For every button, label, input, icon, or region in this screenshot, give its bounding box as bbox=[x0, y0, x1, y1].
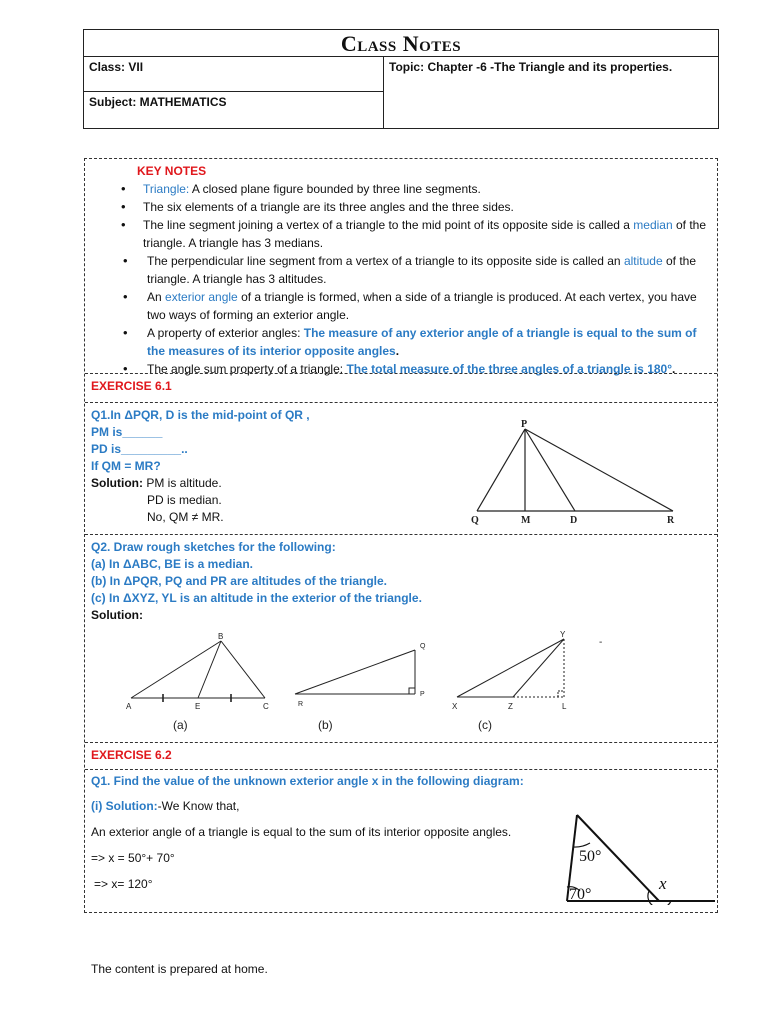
label-m: M bbox=[521, 515, 531, 526]
q1-line: Q1.In ΔPQR, D is the mid-point of QR , bbox=[91, 408, 310, 422]
list-item: • The angle sum property of a triangle: The total measure of the three angles of a triangle is 180°. bbox=[91, 360, 711, 378]
angle-x: x bbox=[659, 874, 667, 893]
triangle-pqr-figure bbox=[465, 417, 695, 527]
page-title: Class Notes bbox=[84, 30, 718, 57]
question: Q1. Find the value of the unknown exterior angle x in the following diagram: bbox=[91, 774, 524, 788]
divider bbox=[85, 402, 717, 403]
rule-text: An exterior angle of a triangle is equal to the sum of its interior opposite angles. bbox=[91, 825, 512, 839]
step-2: => x= 120° bbox=[94, 877, 153, 891]
label-p: P bbox=[521, 419, 528, 430]
list-item: • Triangle: A closed plane figure bounded by three line segments. bbox=[91, 180, 711, 198]
key-notes-heading: KEY NOTES bbox=[137, 164, 207, 178]
class-cell: Class: VII bbox=[84, 57, 384, 92]
solution-lead: (i) Solution: bbox=[91, 799, 158, 813]
side-pq bbox=[477, 429, 525, 511]
label-y: Y bbox=[560, 631, 566, 639]
list-item: • The perpendicular line segment from a vertex of a triangle to its opposite side is called an altitude of the triangle. A triangle has 3 altitudes. bbox=[91, 252, 711, 288]
angle-50: 50° bbox=[579, 848, 602, 865]
exterior-angle-figure bbox=[547, 807, 717, 905]
q1-line: PD is_________.. bbox=[91, 442, 188, 456]
q2-line: (a) In ΔABC, BE is a median. bbox=[91, 557, 253, 571]
list-item: • The line segment joining a vertex of a triangle to the mid point of its opposite side is called a median of the triangle. A triangle has 3 medians. bbox=[91, 216, 711, 252]
label-z: Z bbox=[508, 702, 513, 711]
label-r: R bbox=[298, 701, 304, 708]
q2-line: (b) In ΔPQR, PQ and PR are altitudes of the triangle. bbox=[91, 574, 387, 588]
divider bbox=[85, 373, 717, 374]
step-1: => x = 50°+ 70° bbox=[91, 851, 175, 865]
answer: PD is median. bbox=[147, 493, 222, 507]
side-pr bbox=[525, 429, 673, 511]
header-table bbox=[83, 29, 719, 129]
q2-line: Q2. Draw rough sketches for the following: bbox=[91, 540, 336, 554]
median-pd bbox=[525, 429, 575, 511]
label-b: B bbox=[218, 632, 224, 641]
answer: No, QM ≠ MR. bbox=[147, 510, 224, 524]
list-item: • The six elements of a triangle are its three angles and the three sides. bbox=[91, 198, 711, 216]
divider bbox=[85, 534, 717, 535]
divider bbox=[85, 769, 717, 770]
caption-c: (c) bbox=[478, 718, 492, 732]
notes-box bbox=[84, 158, 718, 913]
label-x: X bbox=[452, 702, 458, 711]
stray-dash: - bbox=[599, 637, 603, 648]
label-c: C bbox=[263, 702, 269, 711]
label-q: Q bbox=[420, 643, 426, 650]
label-d: D bbox=[570, 515, 578, 526]
q1-line: PM is______ bbox=[91, 425, 163, 439]
label-e: E bbox=[195, 702, 201, 711]
key-notes-list bbox=[91, 180, 711, 378]
divider bbox=[85, 742, 717, 743]
key-notes-section bbox=[85, 163, 717, 378]
exercise-6-1-heading: EXERCISE 6.1 bbox=[91, 379, 172, 393]
caption-b: (b) bbox=[318, 718, 333, 732]
ex61-q2 bbox=[85, 539, 717, 624]
label-p: P bbox=[420, 691, 425, 698]
exercise-6-2-heading: EXERCISE 6.2 bbox=[91, 748, 172, 762]
solution-label: Solution: bbox=[91, 476, 143, 490]
solution-text: -We Know that, bbox=[157, 799, 240, 813]
list-item: • A property of exterior angles: The measure of any exterior angle of a triangle is equal to the sum of the measures of its interior opposite angles. bbox=[91, 324, 711, 360]
sketch-b bbox=[295, 650, 415, 694]
solution-label: Solution: bbox=[91, 608, 143, 622]
sketch-a bbox=[131, 641, 265, 702]
angle-70: 70° bbox=[569, 886, 592, 903]
subject-cell: Subject: MATHEMATICS bbox=[84, 92, 384, 128]
label-a: A bbox=[126, 702, 132, 711]
label-q: Q bbox=[471, 515, 479, 526]
label-l: L bbox=[562, 702, 567, 711]
sketch-c bbox=[457, 639, 564, 697]
list-item: • An exterior angle of a triangle is formed, when a side of a triangle is produced. At each vertex, you have two ways of forming an exterior angle. bbox=[91, 288, 711, 324]
footer-note: The content is prepared at home. bbox=[91, 962, 268, 976]
q2-line: (c) In ΔXYZ, YL is an altitude in the exterior of the triangle. bbox=[91, 591, 422, 605]
label-r: R bbox=[667, 515, 675, 526]
answer: PM is altitude. bbox=[146, 476, 222, 490]
caption-a: (a) bbox=[173, 718, 188, 732]
topic-cell: Topic: Chapter -6 -The Triangle and its properties. bbox=[389, 60, 673, 74]
sketches-figure bbox=[115, 631, 695, 741]
q1-line: If QM = MR? bbox=[91, 459, 161, 473]
